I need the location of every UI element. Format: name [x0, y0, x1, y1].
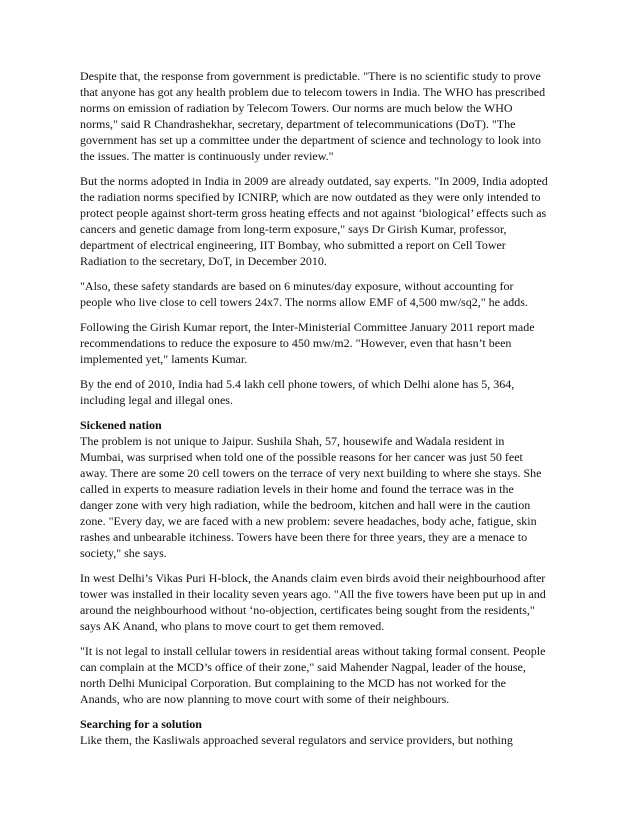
paragraph: But the norms adopted in India in 2009 are already outdated, say experts. "In 2009, India adopted the radiation norms specified by ICNIRP, which are now outdated as they were only intended to protect people against short-term gross heating effects and not against ‘biological’ effects such as cancers and genetic damage from long-term exposure," says Dr Girish Kumar, professor, department of electrical engineering, IIT Bombay, who submitted a report on Cell Tower Radiation to the secretary, DoT, in December 2010. [80, 174, 548, 268]
paragraph: The problem is not unique to Jaipur. Sushila Shah, 57, housewife and Wadala resident in Mumbai, was surprised when told one of the possible reasons for her cancer was just 50 feet away. There are some 20 cell towers on the terrace of very next building to where she stays. She called in experts to measure radiation levels in their home and found the terrace was in the danger zone with very high radiation, while the bedroom, kitchen and hall were in the caution zone. "Every day, we are faced with a new problem: severe headaches, body ache, fatigue, skin rashes and unbearable itchiness. Towers have been there for three years, they are a menace to society," she says. [80, 434, 542, 560]
paragraph: "Also, these safety standards are based on 6 minutes/day exposure, without accounting for people who live close to cell towers 24x7. The norms allow EMF of 4,500 mw/sq2," he adds. [80, 279, 528, 309]
paragraph: Following the Girish Kumar report, the Inter-Ministerial Committee January 2011 report made recommendations to reduce the exposure to 450 mw/m2. "However, even that hasn’t been implemented yet," laments Kumar. [80, 320, 535, 366]
paragraph: Like them, the Kasliwals approached several regulators and service providers, but nothing [80, 733, 513, 747]
paragraph: "It is not legal to install cellular towers in residential areas without taking formal consent. People can complain at the MCD’s office of their zone," said Mahender Nagpal, leader of the house, north Delhi Municipal Corporation. But complaining to the MCD has not worked for the Anands, who are now planning to move court with some of their neighbours. [80, 644, 546, 706]
paragraph: In west Delhi’s Vikas Puri H-block, the Anands claim even birds avoid their neighbourhood after tower was installed in their locality seven years ago. "All the five towers have been put up in and around the neighbourhood without ‘no-objection, certificates being sought from the residents," says AK Anand, who plans to move court to get them removed. [80, 571, 546, 633]
section-searching-solution [80, 716, 580, 748]
paragraph: Despite that, the response from government is predictable. "There is no scientific study to prove that anyone has got any health problem due to telecom towers in India. The WHO has prescribed norms on emission of radiation by Telecom Towers. Our norms are much below the WHO norms," said R Chandrashekhar, secretary, department of telecommunications (DoT). "The government has set up a committee under the department of science and technology to look into the issues. The matter is continuously under review." [80, 69, 546, 163]
paragraph: By the end of 2010, India had 5.4 lakh cell phone towers, of which Delhi alone has 5, 364, including legal and illegal ones. [80, 377, 515, 407]
section-heading: Sickened nation [80, 418, 162, 432]
document-page [80, 68, 580, 757]
section-heading: Searching for a solution [80, 717, 202, 731]
section-sickened-nation [80, 417, 580, 707]
